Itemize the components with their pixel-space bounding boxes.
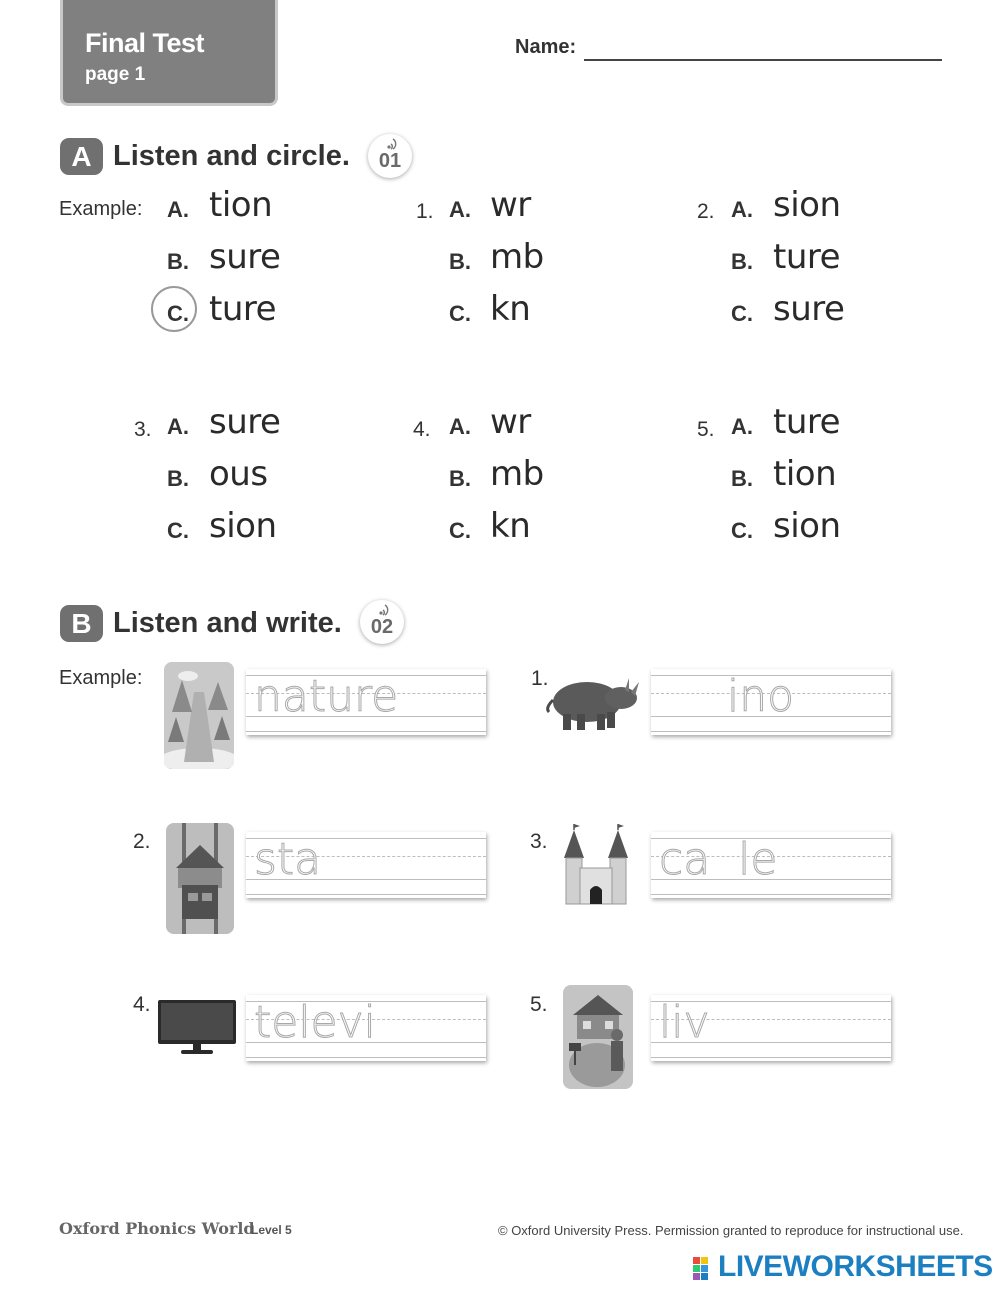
example-label: Example: <box>59 198 143 220</box>
answer-write-box[interactable] <box>651 832 891 898</box>
option-letter[interactable]: C. <box>731 518 753 543</box>
page-title: Final Test <box>85 28 205 58</box>
option-letter[interactable]: C. <box>731 301 753 326</box>
nature-landscape-picture <box>164 662 234 769</box>
name-field[interactable] <box>584 58 942 61</box>
option-letter[interactable]: A. <box>449 414 471 439</box>
item-number: 2. <box>133 830 151 853</box>
option-text[interactable]: sion <box>209 506 277 546</box>
option-text[interactable]: sure <box>209 402 281 442</box>
living-house-picture <box>563 985 633 1089</box>
option-text[interactable]: sion <box>773 185 841 225</box>
question-number: 4. <box>413 418 431 441</box>
section-a-title: Listen and circle. <box>113 140 350 172</box>
question-number: 3. <box>134 418 152 441</box>
name-label: Name: <box>515 36 577 58</box>
option-text[interactable]: mb <box>490 454 544 494</box>
audio-track-number: 02 <box>370 616 394 638</box>
audio-track-number: 01 <box>378 150 402 172</box>
item-number: 5. <box>530 993 548 1016</box>
write-text: liv <box>659 997 710 1048</box>
option-letter: C. <box>167 301 189 326</box>
example-label: Example: <box>59 667 143 689</box>
television-picture <box>157 998 237 1056</box>
option-text[interactable]: kn <box>490 506 531 546</box>
castle-picture <box>560 824 632 908</box>
answer-write-box[interactable] <box>651 669 891 735</box>
option-text[interactable]: wr <box>490 402 531 442</box>
option-letter[interactable]: C. <box>167 518 189 543</box>
option-letter[interactable]: B. <box>167 466 189 491</box>
audio-waves-icon <box>382 136 400 150</box>
write-text: sta <box>254 834 322 885</box>
option-text: tion <box>209 185 273 225</box>
option-letter[interactable]: B. <box>731 466 753 491</box>
option-letter[interactable]: B. <box>449 249 471 274</box>
copyright-notice: © Oxford University Press. Permission granted to reproduce for instructional use. <box>498 1223 964 1238</box>
section-a-badge: A <box>60 138 103 175</box>
option-letter[interactable]: A. <box>731 414 753 439</box>
option-letter[interactable]: A. <box>167 414 189 439</box>
write-text: nature <box>254 671 399 722</box>
option-letter[interactable]: A. <box>731 197 753 222</box>
option-letter: A. <box>167 197 189 222</box>
option-text[interactable]: tion <box>773 454 837 494</box>
option-letter[interactable]: A. <box>449 197 471 222</box>
section-b-badge: B <box>60 605 103 642</box>
option-text[interactable]: wr <box>490 185 531 225</box>
level-label: Level 5 <box>251 1223 292 1237</box>
audio-waves-icon <box>374 602 392 616</box>
write-text: ino <box>727 671 795 722</box>
question-number: 2. <box>697 200 715 223</box>
rhino-picture <box>543 668 641 732</box>
option-text[interactable]: sion <box>773 506 841 546</box>
option-text[interactable]: sure <box>773 289 845 329</box>
train-station-picture <box>166 823 234 934</box>
publisher-brand: Oxford Phonics World <box>59 1219 255 1238</box>
item-number: 4. <box>133 993 151 1016</box>
header-tab <box>60 0 278 106</box>
question-number: 5. <box>697 418 715 441</box>
option-text: ture <box>209 289 277 329</box>
write-text: televi <box>254 997 376 1048</box>
item-number: 1. <box>531 667 549 690</box>
answer-write-box[interactable] <box>246 995 486 1061</box>
option-text[interactable]: ous <box>209 454 268 494</box>
liveworksheets-watermark: LIVEWORKSHEETS <box>718 1250 993 1283</box>
liveworksheets-logo-icon <box>693 1257 715 1281</box>
item-number: 3. <box>530 830 548 853</box>
page-subtitle: page 1 <box>85 64 146 85</box>
answer-write-box[interactable] <box>246 669 486 735</box>
section-b-title: Listen and write. <box>113 607 342 639</box>
option-text[interactable]: ture <box>773 237 841 277</box>
option-letter[interactable]: B. <box>449 466 471 491</box>
question-number: 1. <box>416 200 434 223</box>
option-letter[interactable]: B. <box>731 249 753 274</box>
write-text: ca le <box>659 834 778 885</box>
answer-write-box[interactable] <box>246 832 486 898</box>
option-letter[interactable]: C. <box>449 301 471 326</box>
audio-track-02-button[interactable] <box>360 600 404 644</box>
answer-write-box[interactable] <box>651 995 891 1061</box>
option-text[interactable]: mb <box>490 237 544 277</box>
audio-track-01-button[interactable] <box>368 134 412 178</box>
option-letter: B. <box>167 249 189 274</box>
option-text[interactable]: ture <box>773 402 841 442</box>
option-text: sure <box>209 237 281 277</box>
option-text[interactable]: kn <box>490 289 531 329</box>
option-letter[interactable]: C. <box>449 518 471 543</box>
